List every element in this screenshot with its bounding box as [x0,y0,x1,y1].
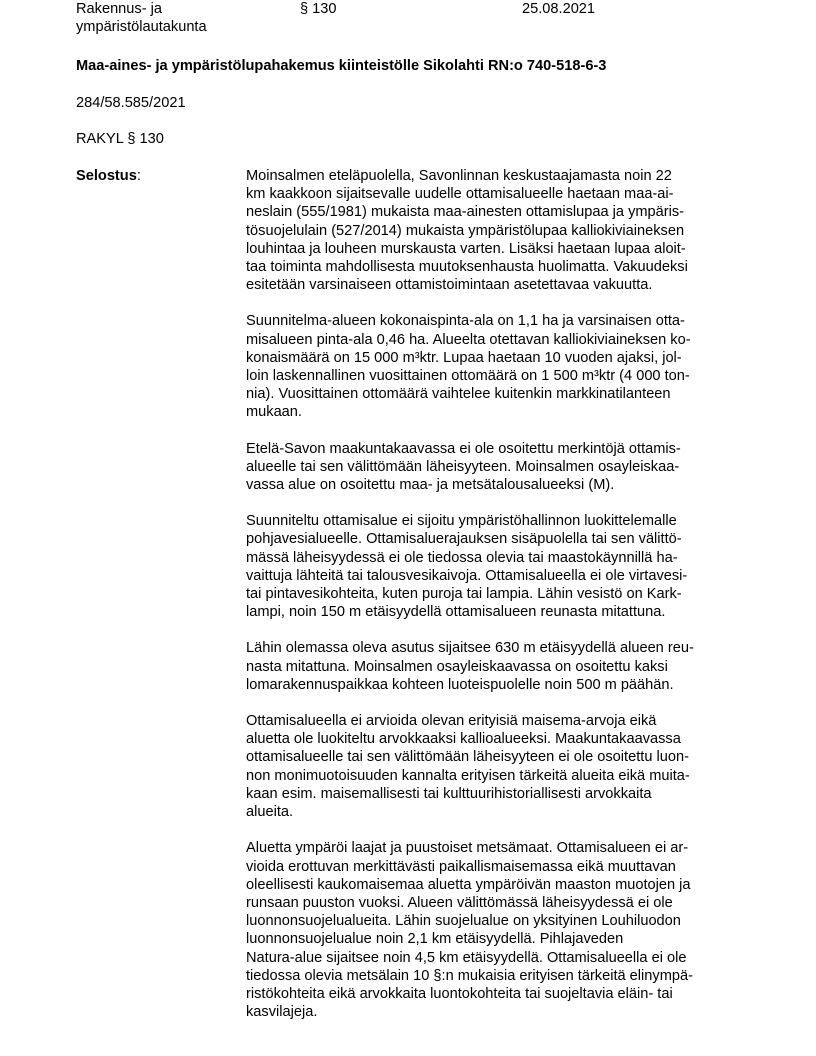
document-header [0,0,816,40]
description-body [246,167,744,1039]
paragraph-line: kasvilajeja. [246,1004,318,1021]
diary-number: 284/58.585/2021 [76,95,186,111]
paragraph-line: Moinsalmen eteläpuolella, Savonlinnan keskustaajamasta noin 22 [246,168,672,184]
organization-line-2: ympäristölautakunta [76,19,207,35]
paragraph-line: taa toiminta mahdollisesta muutoksenhausta huolimatta. Vakuudeksi [246,259,688,276]
paragraph-line: tiedossa olevia metsälain 10 §:n mukaisia erityisen tärkeitä elinympä- [246,967,693,984]
paragraph-line: Suunnitelma-alueen kokonaispinta-ala on 1,1 ha ja varsinaisen otta- [246,313,685,330]
paragraph-line: tösuojelulain (527/2014) mukaista ympäristölupaa kalliokiviaineksen [246,222,685,239]
section-label-text: Selostus [76,168,137,184]
paragraph-line: mässä läheisyydessä ei ole tiedossa olevia tai maastokäynnillä ha- [246,549,678,566]
paragraph-line: vioida erottuvan merkittävästi paikallismaisemassa eikä muuttavan [246,858,676,875]
paragraph-line: alueelle tai sen välittömään läheisyyteen. Moinsalmen osayleiskaa- [246,458,680,475]
description-paragraph [246,167,744,294]
paragraph-line: oleellisesti kaukomaisemaa aluetta ympäröivän maaston muotojen ja [246,876,691,893]
paragraph-line: nasta mitattuna. Moinsalmen osayleiskaavassa on osoitettu kaksi [246,658,668,675]
description-paragraph [246,639,744,694]
paragraph-line: Etelä-Savon maakuntakaavassa ei ole osoitettu merkintöjä ottamis- [246,440,681,457]
paragraph-line: ristökohteita eikä arvokkaita luontokohteita tai suojeltavia eläin- tai [246,985,673,1002]
section-label-colon: : [136,168,141,184]
description-paragraph [246,440,744,495]
description-paragraph [246,712,744,821]
paragraph-number: § 130 [300,1,337,17]
paragraph-line: konaismäärä on 15 000 m³ktr. Lupaa haetaan 10 vuoden ajaksi, jol- [246,349,682,366]
paragraph-line: mukaan. [246,404,302,421]
document-title: Maa-aines- ja ympäristölupahakemus kiinteistölle Sikolahti RN:o 740-518-6-3 [76,58,607,74]
paragraph-line: non monimuotoisuuden kannalta erityisen tärkeitä alueita eikä muita- [246,767,690,784]
section-label [76,167,141,185]
paragraph-line: aluetta ole luokiteltu arvokkaaksi kallioalueeksi. Maakuntakaavassa [246,731,681,748]
paragraph-line: vassa alue on osoitettu maa- ja metsätalousalueeksi (M). [246,477,615,494]
paragraph-line: luonnonsuojelualue noin 2,1 km etäisyydellä. Pihlajaveden [246,931,624,948]
paragraph-line: misalueen pinta-ala 0,46 ha. Alueelta otettavan kalliokiviaineksen ko- [246,331,691,348]
paragraph-line: luonnonsuojelualueita. Lähin suojelualue on yksityinen Louhiluodon [246,913,681,930]
paragraph-line: Ottamisalueella ei arvioida olevan erityisiä maisema-arvoja eikä [246,713,657,730]
organization-name [76,0,246,36]
paragraph-line: vaittuja lähteitä tai talousvesikaivoja. Ottamisalueella ei ole virtavesi- [246,567,688,584]
paragraph-line: loin laskennallinen vuosittainen ottomäärä on 1 500 m³ktr (4 000 ton- [246,368,690,385]
paragraph-line: ottamisalueelle tai sen välittömään läheisyyteen ei ole osoitettu luon- [246,749,689,766]
paragraph-line: kaan esim. maisemallisesti tai kulttuurihistoriallisesti arvokkaita [246,785,652,802]
description-paragraph [246,839,744,1021]
paragraph-line: lampi, noin 150 m etäisyydellä ottamisalueen reunasta mitattuna. [246,604,666,621]
paragraph-line: tai pintavesikohteita, kuten puroja tai lampia. Lähin vesistö on Kark- [246,586,682,603]
paragraph-line: esitetään varsinaiseen ottamistoimintaan asetettavaa vakuutta. [246,277,653,294]
reference-code: RAKYL § 130 [76,131,164,147]
meeting-date: 25.08.2021 [522,1,596,17]
paragraph-line: Lähin olemassa oleva asutus sijaitsee 630 m etäisyydellä alueen reu- [246,640,694,657]
paragraph-line: Suunniteltu ottamisalue ei sijoitu ympäristöhallinnon luokittelemalle [246,513,677,530]
description-paragraph [246,312,744,421]
paragraph-line: km kaakkoon sijaitsevalle uudelle ottamisalueelle haetaan maa-ai- [246,186,674,203]
paragraph-line: pohjavesialueelle. Ottamisaluerajauksen sisäpuolella tai sen välittö- [246,531,682,548]
organization-line-1: Rakennus- ja [76,1,162,17]
description-paragraph [246,512,744,621]
paragraph-line: lomarakennuspaikkaa kohteen luoteispuolelle noin 500 m päähän. [246,676,674,693]
paragraph-line: neslain (555/1981) mukaista maa-ainesten ottamislupaa ja ympäris- [246,204,685,221]
paragraph-line: Natura-alue sijaitsee noin 4,5 km etäisyydellä. Ottamisalueella ei ole [246,949,687,966]
paragraph-line: alueita. [246,804,294,821]
paragraph-line: Aluetta ympäröi laajat ja puustoiset metsämaat. Ottamisalueen ei ar- [246,840,689,857]
paragraph-line: louhintaa ja louheen murskausta varten. Lisäksi haetaan lupaa aloit- [246,240,686,257]
paragraph-line: runsaan puuston vuoksi. Alueen välittömässä läheisyydessä ei ole [246,894,673,911]
paragraph-line: nia). Vuosittainen ottomäärä vaihtelee kuitenkin markkinatilanteen [246,386,671,403]
